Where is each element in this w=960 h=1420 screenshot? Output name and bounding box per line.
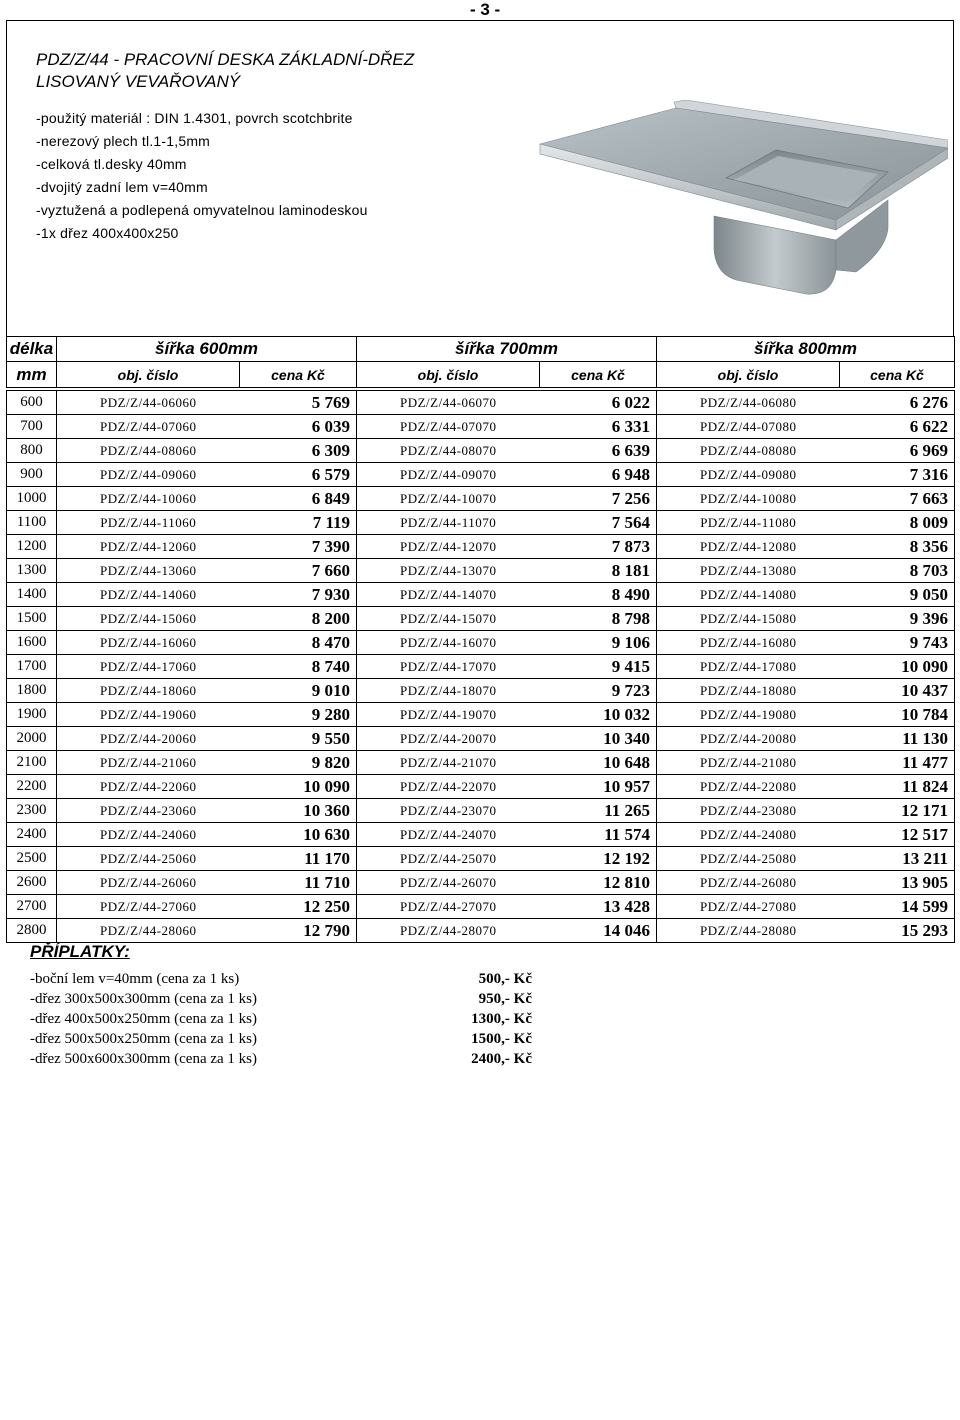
price-cell: 5 769 [240,391,357,415]
price-cell: 14 599 [840,895,955,919]
price-cell: 14 046 [540,919,657,943]
price-cell: 7 256 [540,487,657,511]
length-cell: 2100 [7,751,57,775]
order-code-cell: PDZ/Z/44-08080 [657,439,840,463]
surcharge-label: -dřez 500x600x300mm (cena za 1 ks) [30,1051,258,1067]
surcharge-row [30,1011,532,1031]
price-cell: 12 790 [240,919,357,943]
price-cell: 8 703 [840,559,955,583]
surcharges-section [30,942,532,1071]
table-row [7,487,955,511]
page-number: - 3 - [470,0,501,19]
price-cell: 9 820 [240,751,357,775]
order-code-cell: PDZ/Z/44-18070 [357,679,540,703]
price-cell: 10 630 [240,823,357,847]
price-cell: 10 957 [540,775,657,799]
length-cell: 1800 [7,679,57,703]
length-cell: 700 [7,415,57,439]
price-cell: 9 396 [840,607,955,631]
length-cell: 2700 [7,895,57,919]
order-code-cell: PDZ/Z/44-18060 [57,679,240,703]
price-table [6,336,955,943]
order-code-cell: PDZ/Z/44-21080 [657,751,840,775]
order-code-cell: PDZ/Z/44-17070 [357,655,540,679]
length-cell: 900 [7,463,57,487]
surcharge-label: -dřez 500x500x250mm (cena za 1 ks) [30,1031,258,1047]
order-code-cell: PDZ/Z/44-17060 [57,655,240,679]
price-cell: 8 200 [240,607,357,631]
price-cell: 9 010 [240,679,357,703]
width-800-header: šířka 800mm [657,337,955,362]
order-code-cell: PDZ/Z/44-10060 [57,487,240,511]
table-row [7,511,955,535]
length-cell: 1200 [7,535,57,559]
price-cell: 6 331 [540,415,657,439]
price-cell: 13 905 [840,871,955,895]
price-cell: 7 564 [540,511,657,535]
price-cell: 6 039 [240,415,357,439]
order-code-cell: PDZ/Z/44-11070 [357,511,540,535]
order-code-cell: PDZ/Z/44-27060 [57,895,240,919]
width-600-header: šířka 600mm [57,337,357,362]
price-cell: 11 170 [240,847,357,871]
table-row [7,391,955,415]
order-code-cell: PDZ/Z/44-16070 [357,631,540,655]
order-code-cell: PDZ/Z/44-16060 [57,631,240,655]
price-cell: 12 810 [540,871,657,895]
table-row [7,919,955,943]
length-cell: 1100 [7,511,57,535]
price-cell: 11 130 [840,727,955,751]
length-cell: 1900 [7,703,57,727]
order-code-cell: PDZ/Z/44-24070 [357,823,540,847]
order-code-cell: PDZ/Z/44-07060 [57,415,240,439]
price-cell: 13 211 [840,847,955,871]
order-code-cell: PDZ/Z/44-19080 [657,703,840,727]
surcharge-row [30,971,532,991]
price-cell: 11 574 [540,823,657,847]
price-cell: 8 356 [840,535,955,559]
order-code-cell: PDZ/Z/44-15070 [357,607,540,631]
table-row [7,799,955,823]
order-code-cell: PDZ/Z/44-25060 [57,847,240,871]
order-code-cell: PDZ/Z/44-21070 [357,751,540,775]
price-cell: 9 743 [840,631,955,655]
order-code-cell: PDZ/Z/44-06070 [357,391,540,415]
product-title: PDZ/Z/44 - PRACOVNÍ DESKA ZÁKLADNÍ-DŘEZ LISOVANÝ VEVAŘOVANÝ [36,50,415,91]
surcharge-price: 500,- Kč [478,971,532,987]
order-code-cell: PDZ/Z/44-26070 [357,871,540,895]
price-cell: 11 265 [540,799,657,823]
price-cell: 12 171 [840,799,955,823]
table-row [7,895,955,919]
price-cell: 10 032 [540,703,657,727]
spec-item: -nerezový plech tl.1-1,5mm [36,133,211,149]
length-cell: 2600 [7,871,57,895]
price-cell: 12 192 [540,847,657,871]
price-header: cena Kč [240,362,357,388]
order-code-cell: PDZ/Z/44-14070 [357,583,540,607]
surcharges-title: PŘÍPLATKY: [30,942,130,961]
length-cell: 1600 [7,631,57,655]
code-header: obj. číslo [357,362,540,388]
price-cell: 10 360 [240,799,357,823]
price-cell: 8 740 [240,655,357,679]
table-row [7,871,955,895]
spec-item: -celková tl.desky 40mm [36,156,187,172]
price-cell: 12 517 [840,823,955,847]
price-table-body [7,388,955,943]
order-code-cell: PDZ/Z/44-23080 [657,799,840,823]
order-code-cell: PDZ/Z/44-23070 [357,799,540,823]
price-cell: 10 784 [840,703,955,727]
table-row [7,463,955,487]
price-cell: 15 293 [840,919,955,943]
surcharge-label: -boční lem v=40mm (cena za 1 ks) [30,971,240,987]
order-code-cell: PDZ/Z/44-09070 [357,463,540,487]
length-cell: 2400 [7,823,57,847]
order-code-cell: PDZ/Z/44-19060 [57,703,240,727]
length-cell: 1700 [7,655,57,679]
price-cell: 9 106 [540,631,657,655]
surcharge-price: 1300,- Kč [471,1011,532,1027]
price-cell: 6 948 [540,463,657,487]
length-cell: 1000 [7,487,57,511]
order-code-cell: PDZ/Z/44-24060 [57,823,240,847]
order-code-cell: PDZ/Z/44-21060 [57,751,240,775]
price-cell: 6 022 [540,391,657,415]
price-cell: 10 437 [840,679,955,703]
table-row [7,535,955,559]
order-code-cell: PDZ/Z/44-12060 [57,535,240,559]
table-row [7,607,955,631]
surcharge-row [30,1031,532,1051]
price-cell: 6 969 [840,439,955,463]
surcharge-price: 2400,- Kč [471,1051,532,1067]
price-cell: 6 622 [840,415,955,439]
code-header: obj. číslo [57,362,240,388]
spec-list [36,107,368,245]
length-cell: 1400 [7,583,57,607]
length-header: délka [7,337,57,362]
order-code-cell: PDZ/Z/44-11060 [57,511,240,535]
price-cell: 9 415 [540,655,657,679]
order-code-cell: PDZ/Z/44-13060 [57,559,240,583]
spec-item: -vyztužená a podlepená omyvatelnou laminodeskou [36,202,368,218]
price-cell: 11 477 [840,751,955,775]
order-code-cell: PDZ/Z/44-25080 [657,847,840,871]
table-row [7,751,955,775]
table-row [7,655,955,679]
order-code-cell: PDZ/Z/44-22060 [57,775,240,799]
surcharge-price: 1500,- Kč [471,1031,532,1047]
order-code-cell: PDZ/Z/44-17080 [657,655,840,679]
order-code-cell: PDZ/Z/44-09080 [657,463,840,487]
length-cell: 2300 [7,799,57,823]
length-cell: 600 [7,391,57,415]
order-code-cell: PDZ/Z/44-24080 [657,823,840,847]
order-code-cell: PDZ/Z/44-10070 [357,487,540,511]
price-cell: 7 663 [840,487,955,511]
price-cell: 8 181 [540,559,657,583]
order-code-cell: PDZ/Z/44-14080 [657,583,840,607]
order-code-cell: PDZ/Z/44-23060 [57,799,240,823]
length-cell: 2500 [7,847,57,871]
length-cell: 1500 [7,607,57,631]
surcharge-label: -dřez 300x500x300mm (cena za 1 ks) [30,991,258,1007]
order-code-cell: PDZ/Z/44-26080 [657,871,840,895]
order-code-cell: PDZ/Z/44-08060 [57,439,240,463]
order-code-cell: PDZ/Z/44-20080 [657,727,840,751]
price-cell: 12 250 [240,895,357,919]
table-row [7,775,955,799]
price-cell: 7 390 [240,535,357,559]
length-cell: 2000 [7,727,57,751]
table-row [7,559,955,583]
surcharge-row [30,1051,532,1071]
order-code-cell: PDZ/Z/44-07070 [357,415,540,439]
order-code-cell: PDZ/Z/44-28080 [657,919,840,943]
price-cell: 8 798 [540,607,657,631]
price-cell: 9 550 [240,727,357,751]
length-cell: 800 [7,439,57,463]
order-code-cell: PDZ/Z/44-27080 [657,895,840,919]
price-cell: 6 639 [540,439,657,463]
price-cell: 11 710 [240,871,357,895]
order-code-cell: PDZ/Z/44-22070 [357,775,540,799]
code-header: obj. číslo [657,362,840,388]
order-code-cell: PDZ/Z/44-06060 [57,391,240,415]
order-code-cell: PDZ/Z/44-06080 [657,391,840,415]
price-cell: 10 090 [840,655,955,679]
order-code-cell: PDZ/Z/44-08070 [357,439,540,463]
length-unit-header: mm [7,362,57,388]
price-cell: 6 579 [240,463,357,487]
price-cell: 8 009 [840,511,955,535]
order-code-cell: PDZ/Z/44-26060 [57,871,240,895]
order-code-cell: PDZ/Z/44-15060 [57,607,240,631]
surcharge-price: 950,- Kč [478,991,532,1007]
order-code-cell: PDZ/Z/44-20060 [57,727,240,751]
order-code-cell: PDZ/Z/44-12070 [357,535,540,559]
price-cell: 7 930 [240,583,357,607]
price-cell: 6 276 [840,391,955,415]
sink-worktop-image [536,100,948,300]
price-cell: 10 340 [540,727,657,751]
order-code-cell: PDZ/Z/44-28060 [57,919,240,943]
price-cell: 8 470 [240,631,357,655]
price-cell: 7 119 [240,511,357,535]
price-cell: 7 660 [240,559,357,583]
table-row [7,847,955,871]
order-code-cell: PDZ/Z/44-22080 [657,775,840,799]
order-code-cell: PDZ/Z/44-11080 [657,511,840,535]
price-cell: 10 648 [540,751,657,775]
order-code-cell: PDZ/Z/44-09060 [57,463,240,487]
order-code-cell: PDZ/Z/44-15080 [657,607,840,631]
order-code-cell: PDZ/Z/44-10080 [657,487,840,511]
surcharge-row [30,991,532,1011]
price-cell: 11 824 [840,775,955,799]
order-code-cell: PDZ/Z/44-25070 [357,847,540,871]
price-cell: 6 309 [240,439,357,463]
order-code-cell: PDZ/Z/44-20070 [357,727,540,751]
price-cell: 8 490 [540,583,657,607]
order-code-cell: PDZ/Z/44-13080 [657,559,840,583]
spec-item: -použitý materiál : DIN 1.4301, povrch scotchbrite [36,110,353,126]
order-code-cell: PDZ/Z/44-16080 [657,631,840,655]
price-cell: 9 050 [840,583,955,607]
length-cell: 2200 [7,775,57,799]
length-cell: 1300 [7,559,57,583]
order-code-cell: PDZ/Z/44-12080 [657,535,840,559]
price-header: cena Kč [840,362,955,388]
width-700-header: šířka 700mm [357,337,657,362]
order-code-cell: PDZ/Z/44-18080 [657,679,840,703]
price-cell: 13 428 [540,895,657,919]
price-header: cena Kč [540,362,657,388]
price-cell: 7 316 [840,463,955,487]
order-code-cell: PDZ/Z/44-28070 [357,919,540,943]
price-cell: 10 090 [240,775,357,799]
surcharge-label: -dřez 400x500x250mm (cena za 1 ks) [30,1011,258,1027]
price-cell: 6 849 [240,487,357,511]
table-row [7,727,955,751]
table-row [7,439,955,463]
spec-item: -1x dřez 400x400x250 [36,225,179,241]
price-cell: 9 280 [240,703,357,727]
table-row [7,631,955,655]
order-code-cell: PDZ/Z/44-13070 [357,559,540,583]
table-row [7,823,955,847]
table-row [7,415,955,439]
order-code-cell: PDZ/Z/44-07080 [657,415,840,439]
table-row [7,583,955,607]
order-code-cell: PDZ/Z/44-27070 [357,895,540,919]
order-code-cell: PDZ/Z/44-19070 [357,703,540,727]
table-row [7,703,955,727]
price-cell: 7 873 [540,535,657,559]
spec-item: -dvojitý zadní lem v=40mm [36,179,208,195]
length-cell: 2800 [7,919,57,943]
price-cell: 9 723 [540,679,657,703]
order-code-cell: PDZ/Z/44-14060 [57,583,240,607]
table-row [7,679,955,703]
